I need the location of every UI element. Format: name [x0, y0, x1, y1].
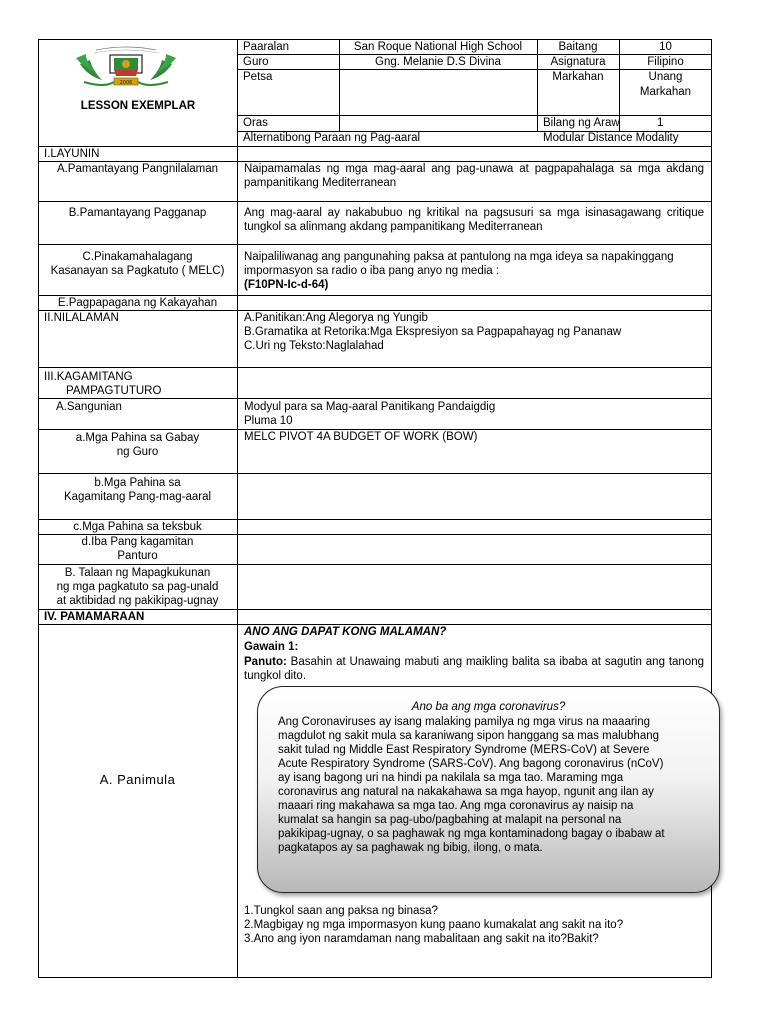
- divider: [38, 146, 712, 147]
- question-item: 1.Tungkol saan ang paksa ng binasa?: [244, 905, 438, 917]
- paaralan-value: San Roque National High School: [353, 41, 523, 53]
- oras-label: Oras: [243, 117, 268, 129]
- melc-code: (F10PN-Ic-d-64): [244, 279, 329, 291]
- kagamitan-heading: PAMPAGTUTURO: [66, 385, 162, 397]
- gabay-value: MELC PIVOT 4A BUDGET OF WORK (BOW): [244, 431, 478, 443]
- kagamitan-heading: III.KAGAMITANG: [44, 371, 133, 383]
- gawain-label: Gawain 1:: [244, 641, 299, 653]
- melc-value: Naipaliliwanag ang pangunahing paksa at pantulong na mga ideya sa napakinggang impormasyon sa radio o iba pang anyo ng media :: [244, 251, 674, 277]
- iba-label: d.Iba Pang kagamitan: [81, 536, 194, 548]
- school-seal-logo: [74, 46, 178, 90]
- gabay-label: a.Mga Pahina sa Gabay: [75, 432, 200, 444]
- markahan-label: Markahan: [552, 71, 604, 83]
- kakayahan-label: E.Pagpapagana ng Kakayahan: [57, 297, 218, 309]
- divider: [38, 201, 712, 202]
- panuto-label: Panuto:: [244, 656, 287, 668]
- nilalaman-item: C.Uri ng Teksto:Naglalahad: [244, 340, 384, 352]
- news-box-text: Ang Coronaviruses ay isang malaking pamilya ng mga virus na maaaring magdulot ng sakit mula sa karaniwang sipon hanggang sa mas malubhang sakit tulad ng Middle East Respiratory Syndrome (MERS-CoV) at Severe Acute Respiratory Syndrome (SARS-CoV). Ang bagong coronavirus (nCoV) ay isang bagong uri na hindi pa nakilala sa mga tao. Maraming mga coronavirus ang natural na nakakahawa sa mga hayop, ngunit ang ilan ay maaari ring makahawa sa mga tao. Ang mga coronavirus ay naisip na kumalat sa hangin sa pag-ubo/pagbahing at malapit na personal na pakikipag-ugnay, o sa paghawak ng mga kontaminadong bagay o ibabaw at pagkatapos ay sa paghawak ng bibig, ilong, o mata.: [278, 716, 665, 854]
- guro-value: Gng. Melanie D.S Divina: [375, 56, 501, 68]
- asignatura-label: Asignatura: [550, 56, 606, 68]
- divider: [38, 244, 712, 245]
- kagamitan-mag-aaral-label: b.Mga Pahina sa: [94, 477, 181, 489]
- svg-text:2006: 2006: [119, 80, 133, 86]
- question-item: 3.Ano ang iyon naramdaman nang mabalitaan ang sakit na ito?Bakit?: [244, 933, 599, 945]
- divider: [237, 39, 238, 978]
- divider: [38, 367, 712, 368]
- pamamaraan-heading: IV. PAMAMARAAN: [44, 611, 145, 623]
- melc-label: Kasanayan sa Pagkatuto ( MELC): [50, 265, 225, 277]
- panuto-text: Basahin at Unawaing mabuti ang maikling balita sa ibaba at sagutin ang tanong tungkol dito.: [244, 656, 704, 682]
- divider: [38, 398, 712, 399]
- paaralan-label: Paaralan: [243, 41, 290, 53]
- pangnilalaman-value: Naipamamalas ng mga mag-aaral ang pag-unawa at pagpapahalaga sa mga akdang pampanitikang Mediterranean: [244, 163, 704, 189]
- bilang-label: Bilang ng Araw: [543, 117, 620, 129]
- sanggunian-value: Modyul para sa Mag-aaral Panitikang Pandaigdig: [244, 401, 496, 413]
- melc-label: C.Pinakamahalagang: [82, 251, 193, 263]
- nilalaman-heading: II.NILALAMAN: [44, 312, 119, 324]
- talaan-label: ng mga pagkatuto sa pag-unald: [56, 581, 219, 593]
- bilang-value: 1: [657, 117, 664, 129]
- news-box-title: Ano ba ang mga coronavirus?: [411, 701, 566, 713]
- panimula-label: A. Panimula: [99, 772, 176, 787]
- baitang-label: Baitang: [558, 41, 598, 53]
- divider: [237, 115, 712, 116]
- doc-title: LESSON EXEMPLAR: [80, 100, 196, 112]
- baitang-value: 10: [659, 41, 672, 53]
- nilalaman-item: B.Gramatika at Retorika:Mga Ekspresiyon sa Pagpapahayag ng Pananaw: [244, 326, 622, 338]
- talaan-label: at aktibidad ng pakikipag-ugnay: [56, 595, 219, 607]
- pagganap-label: B.Pamantayang Pagganap: [68, 207, 207, 219]
- alt-label: Alternatibong Paraan ng Pag-aaral: [243, 132, 421, 144]
- sanggunian-value: Pluma 10: [244, 415, 293, 427]
- sanggunian-label: A.Sangunian: [56, 401, 122, 413]
- guro-label: Guro: [243, 56, 269, 68]
- petsa-label: Petsa: [243, 71, 273, 83]
- panuto: [244, 655, 704, 683]
- teksbuk-label: c.Mga Pahina sa teksbuk: [73, 521, 202, 533]
- asignatura-value: Filipino: [647, 56, 684, 68]
- pangnilalaman-label: A.Pamantayang Pangnilalaman: [56, 163, 219, 175]
- markahan-value: Unang: [648, 71, 683, 83]
- gabay-label: ng Guro: [116, 446, 159, 458]
- layunin-heading: I.LAYUNIN: [44, 148, 100, 160]
- markahan-value: Markahan: [639, 86, 692, 98]
- nilalaman-item: A.Panitikan:Ang Alegorya ng Yungib: [244, 312, 428, 324]
- question-item: 2.Magbigay ng mga impormasyon kung paano kumakalat ang sakit na ito?: [244, 919, 624, 931]
- divider: [38, 473, 712, 474]
- alt-value: Modular Distance Modality: [543, 132, 679, 144]
- question-heading: ANO ANG DAPAT KONG MALAMAN?: [244, 626, 447, 638]
- divider: [38, 564, 712, 565]
- pagganap-value: Ang mag-aaral ay nakabubuo ng kritikal na pagsusuri sa mga isinasagawang critique tungkol sa alinmang akdang pampanitikang Mediterranean: [244, 207, 704, 233]
- kagamitan-mag-aaral-label: Kagamitang Pang-mag-aaral: [63, 491, 212, 503]
- iba-label: Panturo: [117, 550, 158, 562]
- talaan-label: B. Talaan ng Mapagkukunan: [64, 567, 211, 579]
